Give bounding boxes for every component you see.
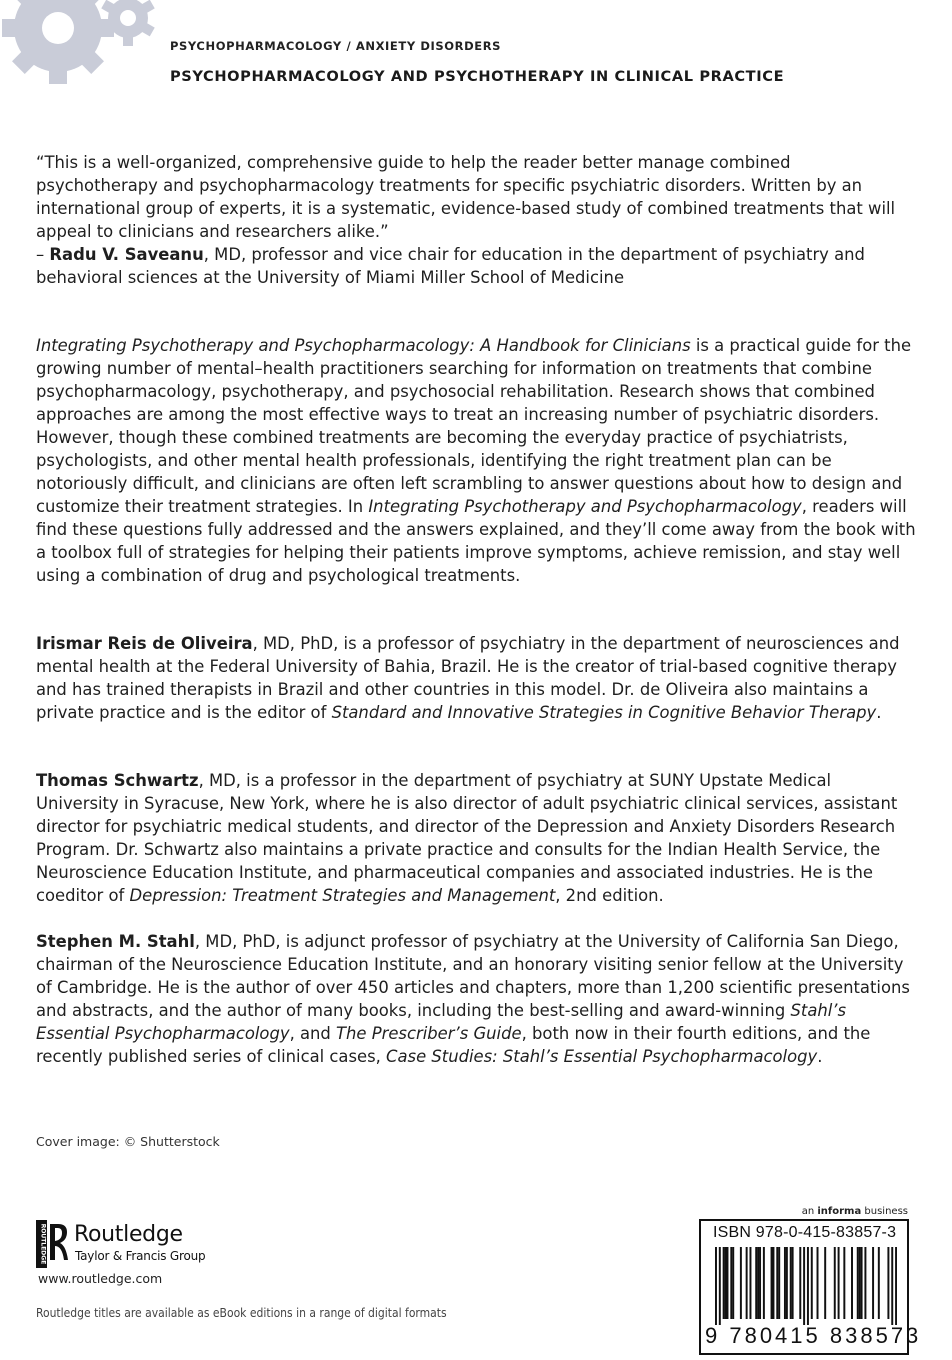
barcode-bar [757,1247,759,1319]
barcode-bar [799,1247,801,1319]
gears-icon [0,0,160,100]
barcode-bar [857,1247,859,1319]
publisher-logo [36,1220,236,1268]
quote-text: “This is a well-organized, comprehensive guide to help the reader better manage combined psychotherapy and psychopharmacology treatments for specific psychiatric disorders. Written by an international group of experts, it is a systematic, evidence-based study of combined treatments that will appeal to clinicians and researchers alike.” [36,153,896,241]
barcode-bar [861,1247,863,1319]
author-bio-text: , MD, PhD, is a professor of psychiatry in the department of neurosciences and mental health at the Federal University of Bahia, Brazil. He is the creator of trial-based cognitive therapy and has trained therapists in Brazil and other countries in this model. Dr. de Oliveira also maintains a private practice and is the editor of [36,634,900,722]
book-title-short: Integrating Psychotherapy and Psychopharmacology [368,497,802,516]
informa-suffix: business [861,1206,908,1217]
barcode-bar [803,1247,805,1325]
publisher-name: Routledge [74,1222,183,1247]
author-bio-mid: , and [289,1024,337,1043]
isbn-number: ISBN 978-0-415-83857-3 [713,1224,897,1241]
endorsement-quote [36,151,916,289]
series-label: PSYCHOPHARMACOLOGY / ANXIETY DISORDERS [170,39,502,53]
barcode-bar [811,1247,813,1319]
barcode-bar [755,1247,757,1319]
routledge-icon-text: ROUTLEDGE [39,1223,47,1265]
barcode-bar [834,1247,836,1319]
barcode-bar [726,1247,728,1319]
book-description [36,334,916,587]
barcode-bar [864,1247,866,1319]
barcode-bar [786,1247,788,1319]
barcode-bar [859,1247,861,1319]
author-bio [36,930,916,1068]
barcode-bar [759,1247,761,1319]
author-book: Stahl’s Essential Psychopharmacology [36,1001,847,1043]
author-bio-text: , MD, PhD, is adjunct professor of psychiatry at the University of California San Diego, chairman of the Neuroscience Education Institute, and an honorary visiting senior fellow at the University of Cambridge. He is the author of over 450 articles and chapters, more than 1,200 scientific presentations and abstracts, and the author of many books, including the best-selling and award-winning [36,932,910,1020]
author-name: Thomas Schwartz [36,771,199,790]
author-book-2: The Prescriber’s Guide [336,1024,522,1043]
author-book: Standard and Innovative Strategies in Cognitive Behavior Therapy [331,703,877,722]
barcode-bar [763,1247,765,1319]
book-title: Integrating Psychotherapy and Psychopharmacology: A Handbook for Clinicians [36,336,691,355]
barcode-bar [719,1247,721,1325]
barcode-bar [872,1247,874,1319]
barcode-bar [792,1247,794,1319]
publisher-website[interactable]: www.routledge.com [38,1271,163,1286]
barcode-bar [732,1247,734,1319]
informa-prefix: an [801,1206,818,1217]
series-title: PSYCHOPHARMACOLOGY AND PSYCHOTHERAPY IN CLINICAL PRACTICE [170,68,785,85]
author-bio-end: . [876,703,882,722]
barcode-icon [715,1247,897,1325]
barcode-bar [771,1247,773,1319]
barcode-bar [891,1247,893,1325]
barcode-bar [730,1247,732,1319]
informa-tagline [802,1206,908,1217]
barcode-bar [851,1247,853,1319]
author-book-3: Case Studies: Stahl’s Essential Psychopharmacology [386,1047,818,1066]
barcode-bar [824,1247,826,1319]
quote-dash: – [36,245,50,264]
routledge-icon [36,1220,68,1268]
author-name: Stephen M. Stahl [36,932,195,951]
description-part-1: is a practical guide for the growing number of mental–health practitioners searching for information on treatments that combine psychopharmacology, psychotherapy, and psychosocial rehabilitation. Research shows that combined approaches are among the most effective ways to treat an increasing number of psychiatric disorders. However, though these combined treatments are becoming the everyday practice of psychiatrists, psychologists, and other mental health professionals, identifying the right treatment plan can be notoriously difficult, and clinicians are often left scrambling to answer questions about how to design and customize their treatment strategies. In [36,336,912,516]
description-part-2: , readers will find these questions fully addressed and the answers explained, and they’ll come away from the book with a toolbox full of strategies for helping their patients improve symptoms, achieve remission, and stay well using a combination of drug and psychological treatments. [36,497,916,585]
author-bio [36,632,916,724]
barcode-bar [838,1247,840,1319]
barcode-bar [778,1247,780,1319]
author-bio-end: . [817,1047,823,1066]
ebook-note: Routledge titles are available as eBook editions in a range of digital formats [36,1306,447,1320]
barcode-bar [895,1247,897,1325]
author-bio [36,769,916,907]
barcode-bar [887,1247,889,1319]
barcode-bar [772,1247,774,1319]
publisher-group: Taylor & Francis Group [75,1249,206,1263]
isbn-barcode [699,1219,922,1355]
barcode-bar [715,1247,717,1325]
quote-affiliation: , MD, professor and vice chair for education in the department of psychiatry and behavioral sciences at the University of Miami Miller School of Medicine [36,245,865,287]
barcode-bar [746,1247,748,1319]
barcode-bar [725,1247,727,1319]
quote-author: Radu V. Saveanu [49,245,204,264]
barcode-digits: 9 780415 838573 [705,1323,922,1348]
author-bio-mid-2: , both now in their fourth editions, and the recently published series of clinical cases, [36,1024,871,1066]
barcode-bar [843,1247,845,1319]
author-book: Depression: Treatment Strategies and Management [129,886,556,905]
barcode-bar [723,1247,725,1319]
author-bio-end: , 2nd edition. [555,886,664,905]
barcode-bar [878,1247,880,1319]
barcode-bar [817,1247,819,1319]
author-bio-text: , MD, is a professor in the department of psychiatry at SUNY Upstate Medical University in Syracuse, New York, where he is also director of adult psychiatric clinical services, assistant director for psychiatric medical students, and director of the Depression and Anxiety Disorders Research Program. Dr. Schwartz also maintains a private practice and consults for the Indian Health Service, the Neuroscience Education Institute, and pharmaceutical companies and associated industries. He is the coeditor of [36,771,898,905]
barcode-bar [790,1247,792,1319]
barcode-bar [807,1247,809,1325]
barcode-bar [784,1247,786,1319]
informa-brand: informa [817,1206,862,1217]
author-name: Irismar Reis de Oliveira [36,634,253,653]
barcode-bar [749,1247,751,1319]
barcode-bar [740,1247,742,1319]
cover-credit: Cover image: © Shutterstock [36,1134,220,1149]
barcode-bar [776,1247,778,1319]
